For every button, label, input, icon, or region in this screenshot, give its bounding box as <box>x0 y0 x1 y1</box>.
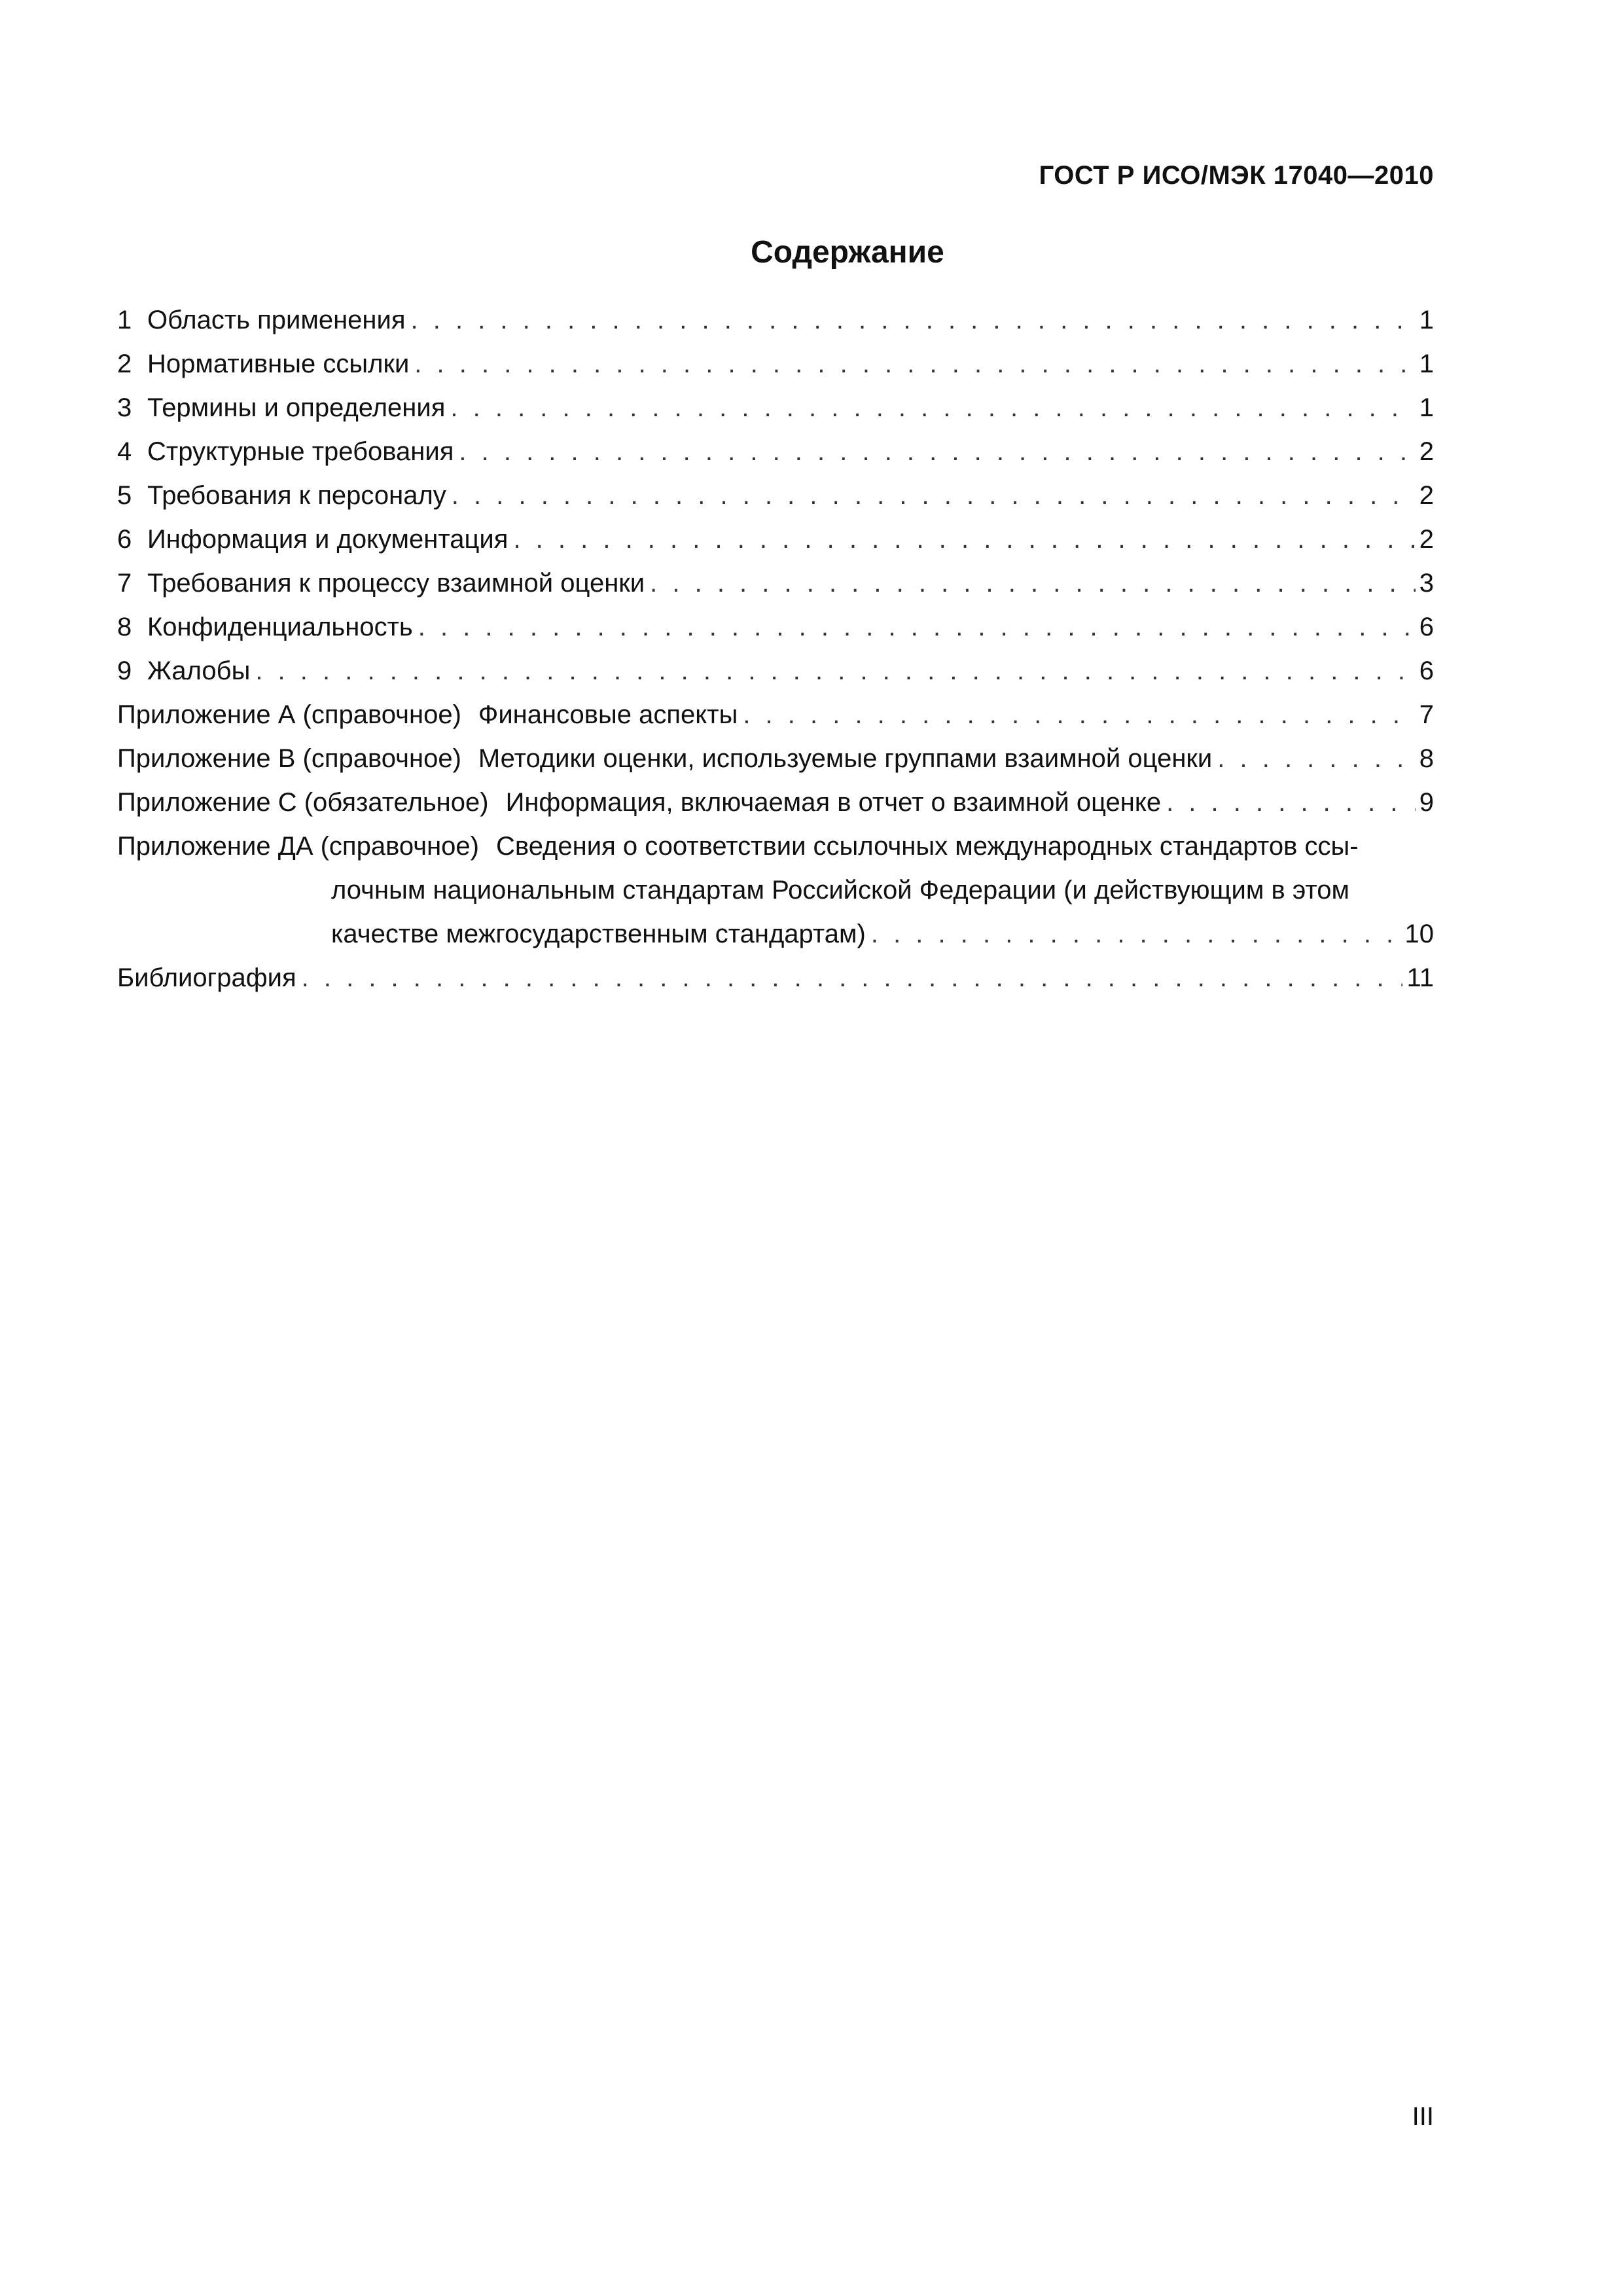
toc-entry-title: Область применения <box>147 306 406 334</box>
toc-entry-title: Требования к персоналу <box>147 481 446 510</box>
toc-entry[interactable] <box>117 430 1434 474</box>
toc-entry-title: Термины и определения <box>147 393 446 422</box>
toc-entry-page: 6 <box>1419 613 1434 641</box>
dot-leader <box>450 386 1415 430</box>
toc-entry-title: Информация и документация <box>147 525 508 554</box>
toc-entry-number: 2 <box>117 350 132 378</box>
annex-label: Приложение С (обязательное) <box>117 788 489 817</box>
dot-leader <box>452 474 1416 518</box>
annex-label: Приложение А (справочное) <box>117 700 461 729</box>
dot-leader <box>414 342 1415 386</box>
toc-entry-page: 1 <box>1419 393 1434 422</box>
toc-entry[interactable] <box>117 518 1434 562</box>
toc-entry[interactable] <box>117 649 1434 693</box>
toc-entry-page: 2 <box>1419 481 1434 510</box>
dot-leader <box>1217 737 1415 781</box>
toc-entry-number: 9 <box>117 656 132 685</box>
annex-title-line-2: лочным национальным стандартам Российской Федерации (и действующим в этом <box>331 876 1349 905</box>
dot-leader <box>871 912 1401 956</box>
toc-entry-title: Жалобы <box>147 656 251 685</box>
dot-leader <box>418 605 1416 649</box>
dot-leader <box>1166 781 1416 825</box>
annex-title-line-3: качестве межгосударственным стандартам) <box>331 920 866 948</box>
toc-bibliography-entry[interactable] <box>117 956 1434 1000</box>
toc-entry-number: 5 <box>117 481 132 510</box>
toc-entry-page: 6 <box>1419 656 1434 685</box>
toc-entry-title: Требования к процессу взаимной оценки <box>147 569 645 598</box>
annex-label: Приложение ДА (справочное) <box>117 832 479 861</box>
toc-entry-number: 3 <box>117 393 132 422</box>
toc-entry[interactable] <box>117 605 1434 649</box>
document-code: ГОСТ Р ИСО/МЭК 17040—2010 <box>1039 161 1434 190</box>
annex-title-line-1: Сведения о соответствии ссылочных международных стандартов ссы- <box>496 832 1359 861</box>
dot-leader <box>650 562 1416 605</box>
toc-entry[interactable] <box>117 342 1434 386</box>
toc-entry[interactable] <box>117 474 1434 518</box>
toc-entry-page: 1 <box>1419 306 1434 334</box>
table-of-contents <box>117 298 1434 1000</box>
toc-entry-page: 9 <box>1419 788 1434 817</box>
page-number: III <box>1412 2102 1434 2131</box>
toc-entry-page: 8 <box>1419 744 1434 773</box>
dot-leader <box>302 956 1403 1000</box>
toc-entry-page: 7 <box>1419 700 1434 729</box>
toc-entry-number: 8 <box>117 613 132 641</box>
toc-entry[interactable] <box>117 562 1434 605</box>
toc-annex-entry[interactable] <box>117 825 1434 956</box>
toc-entry[interactable] <box>117 386 1434 430</box>
annex-title: Финансовые аспекты <box>478 700 738 729</box>
toc-entry-number: 7 <box>117 569 132 598</box>
toc-entry-title: Структурные требования <box>147 437 454 466</box>
toc-entry-title: Конфиденциальность <box>147 613 413 641</box>
toc-entry-page: 1 <box>1419 350 1434 378</box>
annex-label: Приложение В (справочное) <box>117 744 461 773</box>
toc-entry-page: 11 <box>1406 963 1434 992</box>
annex-title: Методики оценки, используемые группами взаимной оценки <box>478 744 1213 773</box>
toc-entry-page: 2 <box>1419 437 1434 466</box>
toc-entry[interactable] <box>117 298 1434 342</box>
toc-entry-number: 1 <box>117 306 132 334</box>
toc-title: Содержание <box>751 235 944 270</box>
toc-annex-entry[interactable] <box>117 781 1434 825</box>
toc-entry-page: 2 <box>1419 525 1434 554</box>
toc-entry-title: Нормативные ссылки <box>147 350 410 378</box>
dot-leader <box>255 649 1415 693</box>
annex-title: Информация, включаемая в отчет о взаимной оценке <box>505 788 1162 817</box>
toc-entry-number: 4 <box>117 437 132 466</box>
toc-annex-entry[interactable] <box>117 693 1434 737</box>
bibliography-title: Библиография <box>117 963 296 992</box>
dot-leader <box>459 430 1415 474</box>
toc-entry-page: 3 <box>1419 569 1434 598</box>
dot-leader <box>743 693 1415 737</box>
toc-entry-page: 10 <box>1404 920 1434 948</box>
dot-leader <box>411 298 1416 342</box>
toc-entry-number: 6 <box>117 525 132 554</box>
toc-annex-entry[interactable] <box>117 737 1434 781</box>
dot-leader <box>513 518 1415 562</box>
